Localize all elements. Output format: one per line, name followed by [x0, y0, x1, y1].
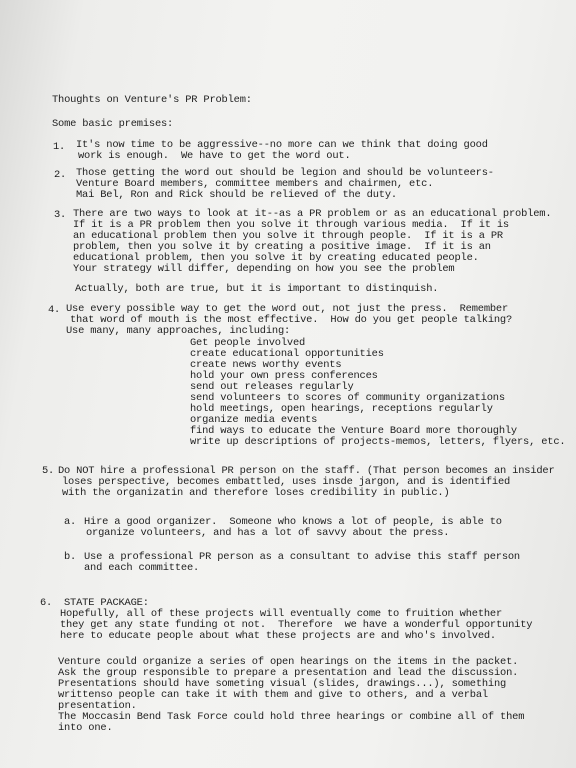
approach-item: hold your own press conferences	[190, 370, 378, 382]
item-3-line: problem, then you solve it by creating a positive image. If it is an	[73, 241, 491, 253]
item-2-number: 2.	[54, 169, 67, 181]
item-6-para2-line: into one.	[58, 722, 113, 734]
item-4-line: Use every possible way to get the word out, not just the press. Remember	[66, 303, 509, 315]
item-4-number: 4.	[48, 304, 61, 316]
item-3-note: Actually, both are true, but it is important to distinquish.	[75, 283, 439, 295]
item-3-line: There are two ways to look at it--as a PR problem or as an educational problem.	[73, 208, 552, 220]
item-2-line: Venture Board members, committee members and chairmen, etc.	[76, 178, 434, 190]
item-6-number: 6.	[40, 597, 53, 609]
item-3-number: 3.	[54, 209, 67, 221]
item-6-para2-line: Ask the group responsible to prepare a presentation and lead the discussion.	[58, 667, 519, 679]
approach-item: create educational opportunities	[190, 348, 384, 360]
item-3-line: Your strategy will differ, depending on how you see the problem	[73, 263, 455, 275]
item-3-line: If it is a PR problem then you solve it through various media. If it is	[73, 219, 509, 231]
item-6-para2-line: writtenso people can take it with them and give to others, and a verbal	[58, 689, 488, 701]
item-5a-letter: a.	[64, 516, 77, 528]
item-3-line: an educational problem then you solve it through people. If it is a PR	[73, 230, 503, 242]
approach-item: Get people involved	[190, 337, 306, 349]
item-5-line: with the organizatin and therefore loses credibility in public.)	[62, 487, 450, 499]
item-6-para2-line: presentation.	[58, 700, 137, 712]
item-4-line: Use many, many approaches, including:	[66, 325, 291, 337]
item-6-para2-line: The Moccasin Bend Task Force could hold three hearings or combine all of them	[58, 711, 525, 723]
document-title: Thoughts on Venture's PR Problem:	[52, 94, 252, 106]
item-6-para2-line: Venture could organize a series of open hearings on the items in the packet.	[58, 656, 519, 668]
item-5-line: loses perspective, becomes embattled, uses insde jargon, and is identified	[62, 476, 511, 488]
item-5-line: Do NOT hire a professional PR person on the staff. (That person becomes an insider	[58, 465, 555, 477]
approach-item: send volunteers to scores of community organizations	[190, 392, 505, 404]
approach-item: write up descriptions of projects-memos, letters, flyers, etc.	[190, 436, 566, 448]
approach-item: hold meetings, open hearings, receptions regularly	[190, 403, 493, 415]
item-4-line: that word of mouth is the most effective. How do you get people talking?	[70, 314, 513, 326]
item-5-number: 5.	[42, 465, 55, 477]
item-5b-letter: b.	[64, 551, 77, 563]
item-2-line: Mai Bel, Ron and Rick should be relieved of the duty.	[76, 189, 397, 201]
item-6-line: here to educate people about what these projects are and who's involved.	[60, 630, 496, 642]
item-5a-line: Hire a good organizer. Someone who knows a lot of people, is able to	[84, 516, 502, 528]
item-6-heading: STATE PACKAGE:	[64, 597, 149, 609]
approach-item: find ways to educate the Venture Board more thoroughly	[190, 425, 517, 437]
item-6-line: Hopefully, all of these projects will eventually come to fruition whether	[60, 608, 503, 620]
item-5b-line: Use a professional PR person as a consultant to advise this staff person	[84, 551, 520, 563]
approach-item: create news worthy events	[190, 359, 342, 371]
approach-item: send out releases regularly	[190, 381, 354, 393]
item-5b-line: and each committee.	[84, 562, 200, 574]
item-2-line: Those getting the word out should be legion and should be volunteers-	[76, 167, 494, 179]
item-1-line: work is enough. We have to get the word out.	[78, 150, 351, 162]
intro-text: Some basic premises:	[52, 118, 174, 130]
item-5a-line: organize volunteers, and has a lot of savvy about the press.	[86, 527, 450, 539]
approach-item: organize media events	[190, 414, 318, 426]
item-3-line: educational problem, then you solve it by creating educated people.	[73, 252, 479, 264]
item-1-line: It's now time to be aggressive--no more can we think that doing good	[76, 139, 488, 151]
item-6-para2-line: Presentations should have someting visual (slides, drawings...), something	[58, 678, 507, 690]
item-6-line: they get any state funding ot not. Therefore we have a wonderful opportunity	[60, 619, 533, 631]
item-1-number: 1.	[53, 141, 66, 153]
